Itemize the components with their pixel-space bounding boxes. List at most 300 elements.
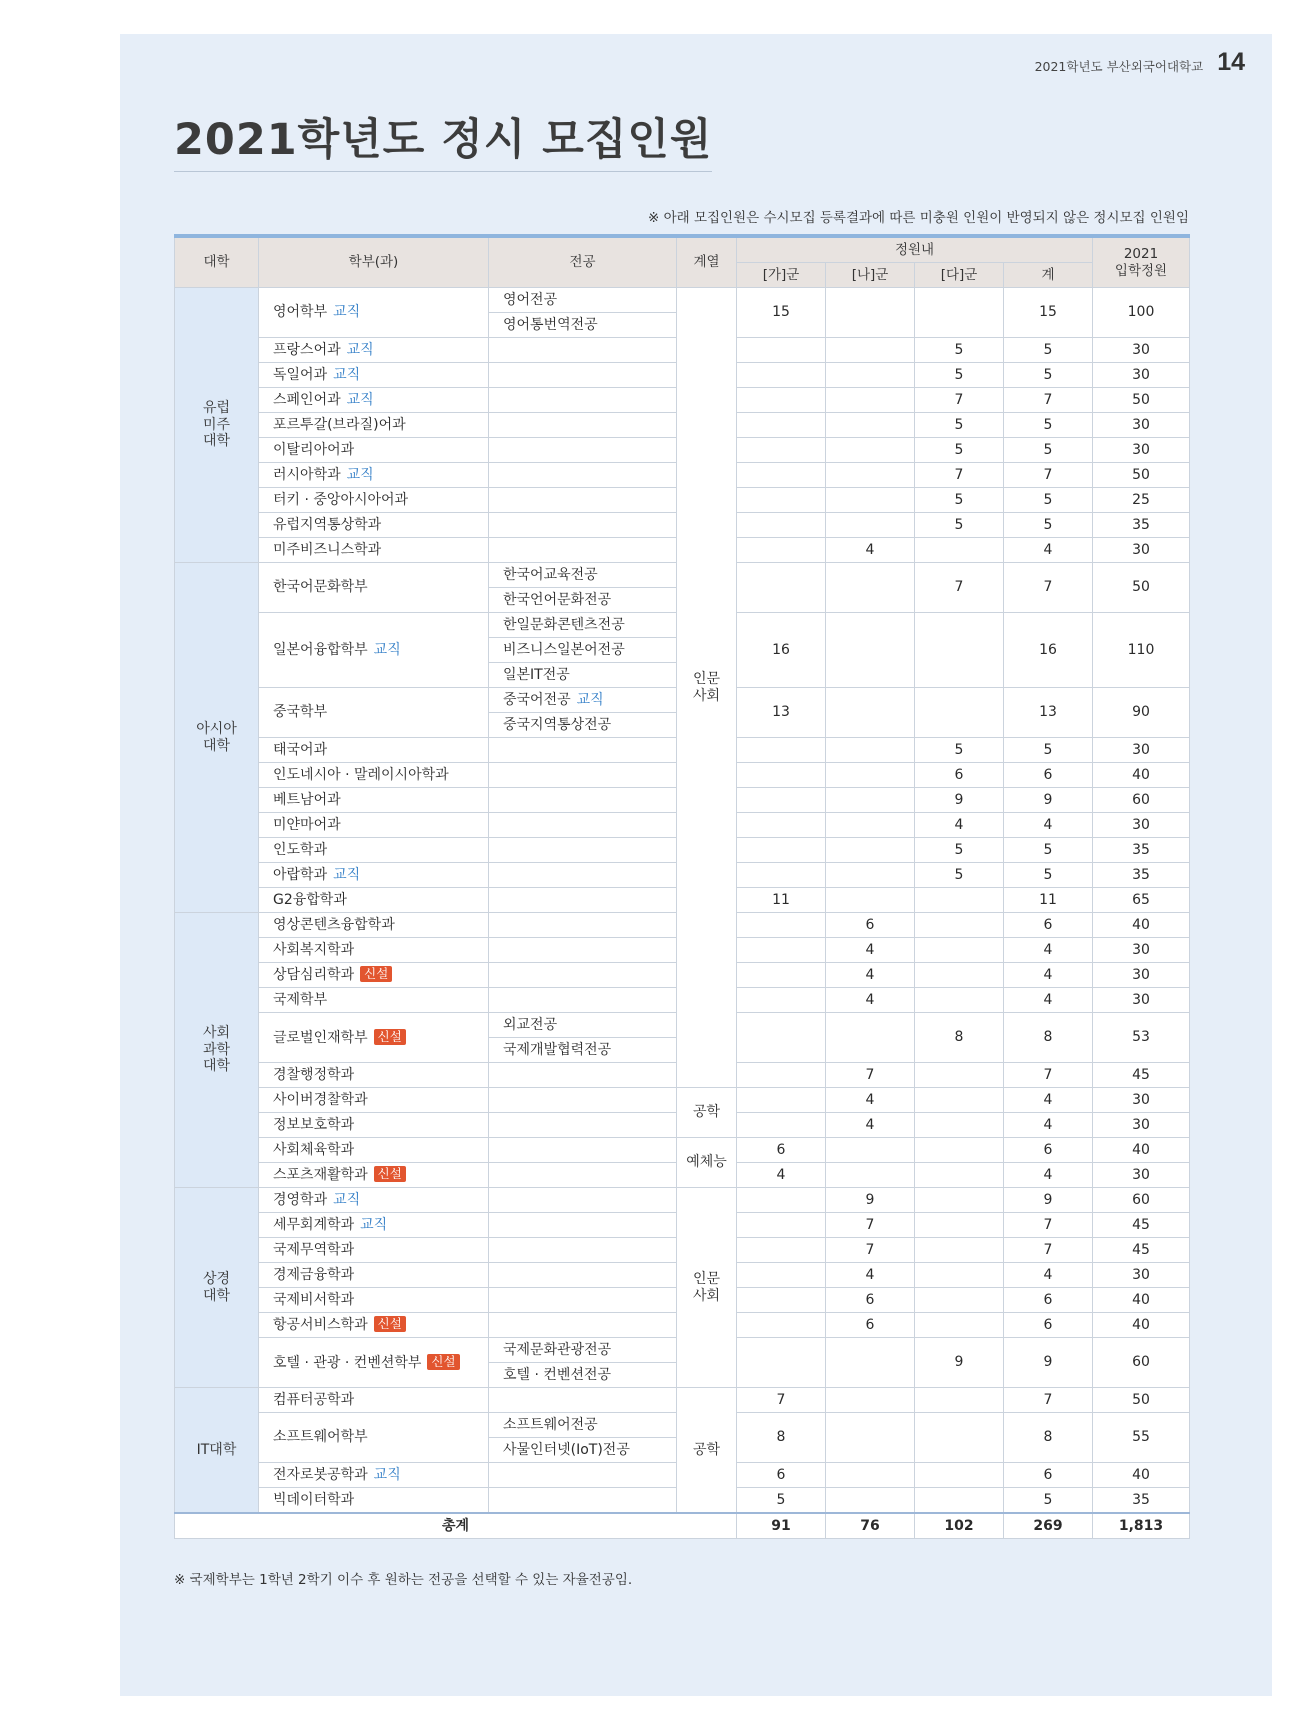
count-ga: [737, 988, 826, 1013]
dept-name: 독일어과: [273, 366, 328, 383]
major-cell: [489, 1013, 677, 1038]
dept-name: 국제학부: [273, 991, 328, 1008]
dept-name: 사회복지학과: [273, 941, 355, 958]
major-cell: [489, 388, 677, 413]
count-ga: [737, 938, 826, 963]
count-sum: 4: [1004, 813, 1093, 838]
count-adm: 30: [1093, 1113, 1190, 1138]
count-ga: 11: [737, 888, 826, 913]
count-ga: [737, 463, 826, 488]
teaching-tag: 교직: [333, 1191, 361, 1208]
major-cell: [489, 863, 677, 888]
count-na: [826, 413, 915, 438]
dept-name: 터키 · 중앙아시아어과: [273, 491, 409, 508]
count-sum: 5: [1004, 338, 1093, 363]
count-sum: 5: [1004, 1488, 1093, 1514]
count-na: [826, 488, 915, 513]
dept-name: 스페인어과: [273, 391, 341, 408]
dept-cell: [259, 738, 489, 763]
count-na: [826, 1163, 915, 1188]
count-adm: 30: [1093, 1088, 1190, 1113]
major-cell: [489, 463, 677, 488]
count-sum: 8: [1004, 1013, 1093, 1063]
count-sum: 7: [1004, 463, 1093, 488]
count-ga: [737, 863, 826, 888]
teaching-tag: 교직: [346, 341, 374, 358]
major-name: 한국언어문화전공: [503, 591, 612, 608]
dept-cell: [259, 1063, 489, 1088]
dept-name: 인도네시아 · 말레이시아학과: [273, 766, 449, 783]
count-sum: 4: [1004, 963, 1093, 988]
header-ga: [가]군: [737, 263, 826, 288]
dept-name: 러시아학과: [273, 466, 341, 483]
count-da: 5: [915, 738, 1004, 763]
count-ga: 15: [737, 288, 826, 338]
major-cell: [489, 563, 677, 588]
major-name: 영어전공: [503, 291, 558, 308]
count-ga: [737, 963, 826, 988]
major-cell: [489, 963, 677, 988]
table-row: [175, 1188, 1190, 1213]
count-na: 4: [826, 1263, 915, 1288]
page-title: 2021학년도 정시 모집인원: [174, 106, 712, 172]
count-ga: 4: [737, 1163, 826, 1188]
count-ga: [737, 1188, 826, 1213]
teaching-tag: 교직: [346, 466, 374, 483]
header-sum: 계: [1004, 263, 1093, 288]
major-cell: [489, 1313, 677, 1338]
dept-name: 컴퓨터공학과: [273, 1391, 355, 1408]
count-sum: 6: [1004, 763, 1093, 788]
count-adm: 110: [1093, 613, 1190, 688]
dept-name: 인도학과: [273, 841, 328, 858]
count-da: [915, 538, 1004, 563]
count-na: [826, 1413, 915, 1463]
count-na: 7: [826, 1238, 915, 1263]
count-na: [826, 838, 915, 863]
dept-name: 유럽지역통상학과: [273, 516, 382, 533]
major-cell: [489, 1163, 677, 1188]
header-na: [나]군: [826, 263, 915, 288]
count-adm: 35: [1093, 1488, 1190, 1514]
count-na: [826, 1388, 915, 1413]
count-adm: 50: [1093, 463, 1190, 488]
count-ga: [737, 1288, 826, 1313]
new-badge: 신설: [360, 966, 392, 982]
count-ga: [737, 763, 826, 788]
total-ga: 91: [737, 1513, 826, 1539]
major-cell: [489, 938, 677, 963]
dept-name: 글로벌인재학부: [273, 1029, 368, 1046]
dept-cell: [259, 413, 489, 438]
dept-cell: [259, 438, 489, 463]
dept-name: 세무회계학과: [273, 1216, 355, 1233]
teaching-tag: 교직: [373, 641, 401, 658]
count-da: [915, 1188, 1004, 1213]
count-na: [826, 1463, 915, 1488]
count-na: [826, 513, 915, 538]
dept-name: 사이버경찰학과: [273, 1091, 368, 1108]
dept-name: 전자로봇공학과: [273, 1466, 368, 1483]
count-sum: 7: [1004, 563, 1093, 613]
count-ga: [737, 1313, 826, 1338]
major-name: 사물인터넷(IoT)전공: [503, 1441, 630, 1458]
count-na: 4: [826, 1088, 915, 1113]
field-cell: 공학: [677, 1388, 737, 1514]
count-na: [826, 688, 915, 738]
count-adm: 30: [1093, 1263, 1190, 1288]
count-na: [826, 1488, 915, 1514]
count-sum: 6: [1004, 1463, 1093, 1488]
count-adm: 30: [1093, 538, 1190, 563]
count-adm: 40: [1093, 763, 1190, 788]
dept-cell: [259, 513, 489, 538]
major-name: 한국어교육전공: [503, 566, 598, 583]
dept-name: 프랑스어과: [273, 341, 341, 358]
major-cell: [489, 1038, 677, 1063]
count-sum: 5: [1004, 838, 1093, 863]
count-na: 4: [826, 938, 915, 963]
count-na: [826, 388, 915, 413]
count-na: [826, 863, 915, 888]
count-da: 6: [915, 763, 1004, 788]
header-admission: 2021 입학정원: [1093, 236, 1190, 288]
major-cell: [489, 813, 677, 838]
count-na: [826, 788, 915, 813]
count-da: 7: [915, 463, 1004, 488]
major-cell: [489, 1488, 677, 1514]
major-name: 국제개발협력전공: [503, 1041, 612, 1058]
count-na: 4: [826, 988, 915, 1013]
dept-cell: [259, 1338, 489, 1388]
count-na: [826, 438, 915, 463]
count-adm: 30: [1093, 413, 1190, 438]
count-adm: 60: [1093, 1338, 1190, 1388]
count-sum: 9: [1004, 1338, 1093, 1388]
count-adm: 30: [1093, 938, 1190, 963]
major-name: 일본IT전공: [503, 666, 570, 683]
count-ga: [737, 738, 826, 763]
major-cell: [489, 888, 677, 913]
count-adm: 45: [1093, 1238, 1190, 1263]
count-sum: 16: [1004, 613, 1093, 688]
dept-name: 경찰행정학과: [273, 1066, 355, 1083]
header-quota: 정원내: [737, 236, 1093, 263]
count-adm: 30: [1093, 813, 1190, 838]
count-na: [826, 763, 915, 788]
count-da: 5: [915, 488, 1004, 513]
count-ga: 6: [737, 1138, 826, 1163]
count-sum: 4: [1004, 1263, 1093, 1288]
dept-name: 이탈리아어과: [273, 441, 355, 458]
dept-cell: [259, 688, 489, 738]
count-adm: 60: [1093, 1188, 1190, 1213]
count-da: [915, 1163, 1004, 1188]
count-adm: 40: [1093, 1288, 1190, 1313]
dept-name: 국제무역학과: [273, 1241, 355, 1258]
count-adm: 90: [1093, 688, 1190, 738]
count-na: 9: [826, 1188, 915, 1213]
major-cell: [489, 663, 677, 688]
count-sum: 11: [1004, 888, 1093, 913]
dept-cell: [259, 388, 489, 413]
count-na: [826, 1338, 915, 1388]
count-ga: [737, 1338, 826, 1388]
count-na: 6: [826, 1288, 915, 1313]
count-ga: [737, 838, 826, 863]
major-cell: [489, 288, 677, 313]
dept-name: 미얀마어과: [273, 816, 341, 833]
count-adm: 30: [1093, 1163, 1190, 1188]
major-name: 소프트웨어전공: [503, 1416, 598, 1433]
count-adm: 55: [1093, 1413, 1190, 1463]
count-sum: 6: [1004, 1288, 1093, 1313]
major-cell: [489, 1388, 677, 1413]
count-ga: [737, 388, 826, 413]
dept-cell: [259, 288, 489, 338]
dept-name: 사회체육학과: [273, 1141, 355, 1158]
major-cell: [489, 1138, 677, 1163]
major-cell: [489, 913, 677, 938]
dept-name: 아랍학과: [273, 866, 328, 883]
dept-cell: [259, 1388, 489, 1413]
major-cell: [489, 488, 677, 513]
major-cell: [489, 1063, 677, 1088]
count-na: [826, 463, 915, 488]
count-ga: [737, 1113, 826, 1138]
college-cell: 상경 대학: [175, 1188, 259, 1388]
major-name: 비즈니스일본어전공: [503, 641, 625, 658]
count-na: [826, 563, 915, 613]
count-adm: 30: [1093, 963, 1190, 988]
college-cell: IT대학: [175, 1388, 259, 1514]
dept-cell: [259, 1463, 489, 1488]
count-ga: [737, 1088, 826, 1113]
count-sum: 5: [1004, 863, 1093, 888]
count-da: [915, 913, 1004, 938]
new-badge: 신설: [374, 1166, 406, 1182]
new-badge: 신설: [374, 1029, 406, 1045]
major-name: 호텔 · 컨벤션전공: [503, 1366, 612, 1383]
count-sum: 7: [1004, 1213, 1093, 1238]
count-sum: 4: [1004, 538, 1093, 563]
dept-cell: [259, 1213, 489, 1238]
dept-cell: [259, 888, 489, 913]
dept-name: G2융합학과: [273, 891, 347, 908]
major-cell: [489, 838, 677, 863]
count-adm: 40: [1093, 913, 1190, 938]
count-da: 7: [915, 388, 1004, 413]
count-ga: [737, 788, 826, 813]
dept-cell: [259, 788, 489, 813]
major-cell: [489, 763, 677, 788]
major-cell: [489, 1438, 677, 1463]
major-name: 중국지역통상전공: [503, 716, 612, 733]
table-body: [175, 288, 1190, 1539]
count-adm: 30: [1093, 338, 1190, 363]
count-sum: 5: [1004, 413, 1093, 438]
count-ga: [737, 913, 826, 938]
header-da: [다]군: [915, 263, 1004, 288]
dept-cell: [259, 1238, 489, 1263]
page-header: [1035, 50, 1245, 75]
count-ga: [737, 1238, 826, 1263]
major-cell: [489, 788, 677, 813]
count-sum: 4: [1004, 1088, 1093, 1113]
major-cell: [489, 1463, 677, 1488]
dept-cell: [259, 488, 489, 513]
dept-cell: [259, 1188, 489, 1213]
dept-name: 정보보호학과: [273, 1116, 355, 1133]
count-da: [915, 1413, 1004, 1463]
teaching-tag: 교직: [576, 691, 604, 708]
count-adm: 50: [1093, 1388, 1190, 1413]
major-name: 영어통번역전공: [503, 316, 598, 333]
teaching-tag: 교직: [360, 1216, 388, 1233]
count-adm: 65: [1093, 888, 1190, 913]
count-sum: 6: [1004, 1313, 1093, 1338]
count-da: 9: [915, 788, 1004, 813]
dept-cell: [259, 1163, 489, 1188]
major-cell: [489, 1238, 677, 1263]
major-cell: [489, 513, 677, 538]
dept-cell: [259, 1088, 489, 1113]
page-number: 14: [1217, 48, 1245, 76]
major-cell: [489, 613, 677, 638]
new-badge: 신설: [374, 1316, 406, 1332]
dept-cell: [259, 1013, 489, 1063]
count-na: [826, 1013, 915, 1063]
total-row: [175, 1513, 1190, 1539]
count-adm: 45: [1093, 1213, 1190, 1238]
count-ga: [737, 413, 826, 438]
count-ga: [737, 563, 826, 613]
recruitment-table: [174, 234, 1190, 1539]
count-da: 5: [915, 513, 1004, 538]
teaching-tag: 교직: [373, 1466, 401, 1483]
field-cell: 예체능: [677, 1138, 737, 1188]
count-ga: 5: [737, 1488, 826, 1514]
dept-name: 한국어문화학부: [273, 579, 368, 596]
total-label: 총계: [175, 1513, 737, 1539]
count-sum: 9: [1004, 1188, 1093, 1213]
count-na: [826, 363, 915, 388]
major-cell: [489, 1288, 677, 1313]
count-sum: 9: [1004, 788, 1093, 813]
header-major: 전공: [489, 236, 677, 288]
dept-name: 상담심리학과: [273, 967, 355, 984]
count-adm: 35: [1093, 513, 1190, 538]
count-da: [915, 1313, 1004, 1338]
dept-cell: [259, 838, 489, 863]
dept-cell: [259, 963, 489, 988]
count-sum: 7: [1004, 1238, 1093, 1263]
count-sum: 4: [1004, 1163, 1093, 1188]
count-na: [826, 738, 915, 763]
table-row: [175, 1088, 1190, 1113]
count-adm: 30: [1093, 738, 1190, 763]
top-note: ※ 아래 모집인원은 수시모집 등록결과에 따른 미충원 인원이 반영되지 않은 정시모집 인원임: [647, 210, 1189, 226]
major-name: 국제문화관광전공: [503, 1341, 612, 1358]
dept-cell: [259, 813, 489, 838]
major-cell: [489, 363, 677, 388]
count-da: [915, 1113, 1004, 1138]
dept-cell: [259, 938, 489, 963]
count-da: [915, 1263, 1004, 1288]
major-cell: [489, 313, 677, 338]
count-na: 4: [826, 1113, 915, 1138]
count-ga: [737, 438, 826, 463]
dept-name: 호텔 · 관광 · 컨벤션학부: [273, 1354, 422, 1371]
dept-cell: [259, 563, 489, 613]
count-sum: 7: [1004, 1388, 1093, 1413]
count-da: [915, 963, 1004, 988]
count-na: 4: [826, 538, 915, 563]
count-sum: 5: [1004, 438, 1093, 463]
count-ga: 16: [737, 613, 826, 688]
count-sum: 5: [1004, 738, 1093, 763]
dept-cell: [259, 1313, 489, 1338]
count-da: 5: [915, 838, 1004, 863]
count-adm: 100: [1093, 288, 1190, 338]
count-ga: [737, 1013, 826, 1063]
total-da: 102: [915, 1513, 1004, 1539]
field-cell: 인문 사회: [677, 288, 737, 1088]
count-da: 7: [915, 563, 1004, 613]
count-adm: 35: [1093, 863, 1190, 888]
count-sum: 8: [1004, 1413, 1093, 1463]
dept-name: 국제비서학과: [273, 1291, 355, 1308]
count-da: [915, 1463, 1004, 1488]
new-badge: 신설: [427, 1354, 459, 1370]
count-na: [826, 288, 915, 338]
count-da: [915, 888, 1004, 913]
count-adm: 35: [1093, 838, 1190, 863]
dept-name: 영상콘텐츠융합학과: [273, 916, 395, 933]
count-da: 9: [915, 1338, 1004, 1388]
dept-cell: [259, 1138, 489, 1163]
count-sum: 4: [1004, 1113, 1093, 1138]
count-na: 7: [826, 1063, 915, 1088]
count-ga: 13: [737, 688, 826, 738]
major-cell: [489, 1363, 677, 1388]
dept-cell: [259, 988, 489, 1013]
count-na: [826, 613, 915, 688]
dept-name: 경영학과: [273, 1191, 328, 1208]
dept-cell: [259, 1413, 489, 1463]
dept-cell: [259, 863, 489, 888]
total-admission: 1,813: [1093, 1513, 1190, 1539]
count-da: [915, 988, 1004, 1013]
college-cell: 유럽 미주 대학: [175, 288, 259, 563]
count-sum: 7: [1004, 388, 1093, 413]
major-cell: [489, 1088, 677, 1113]
count-da: 5: [915, 413, 1004, 438]
table-row: [175, 288, 1190, 313]
count-ga: [737, 338, 826, 363]
count-da: [915, 938, 1004, 963]
major-cell: [489, 538, 677, 563]
dept-cell: [259, 538, 489, 563]
school-line: 2021학년도 부산외국어대학교: [1034, 59, 1204, 74]
count-da: [915, 1488, 1004, 1514]
count-sum: 13: [1004, 688, 1093, 738]
count-da: 5: [915, 363, 1004, 388]
count-da: [915, 1088, 1004, 1113]
major-name: 중국어전공: [503, 691, 571, 708]
dept-cell: [259, 338, 489, 363]
count-sum: 4: [1004, 988, 1093, 1013]
